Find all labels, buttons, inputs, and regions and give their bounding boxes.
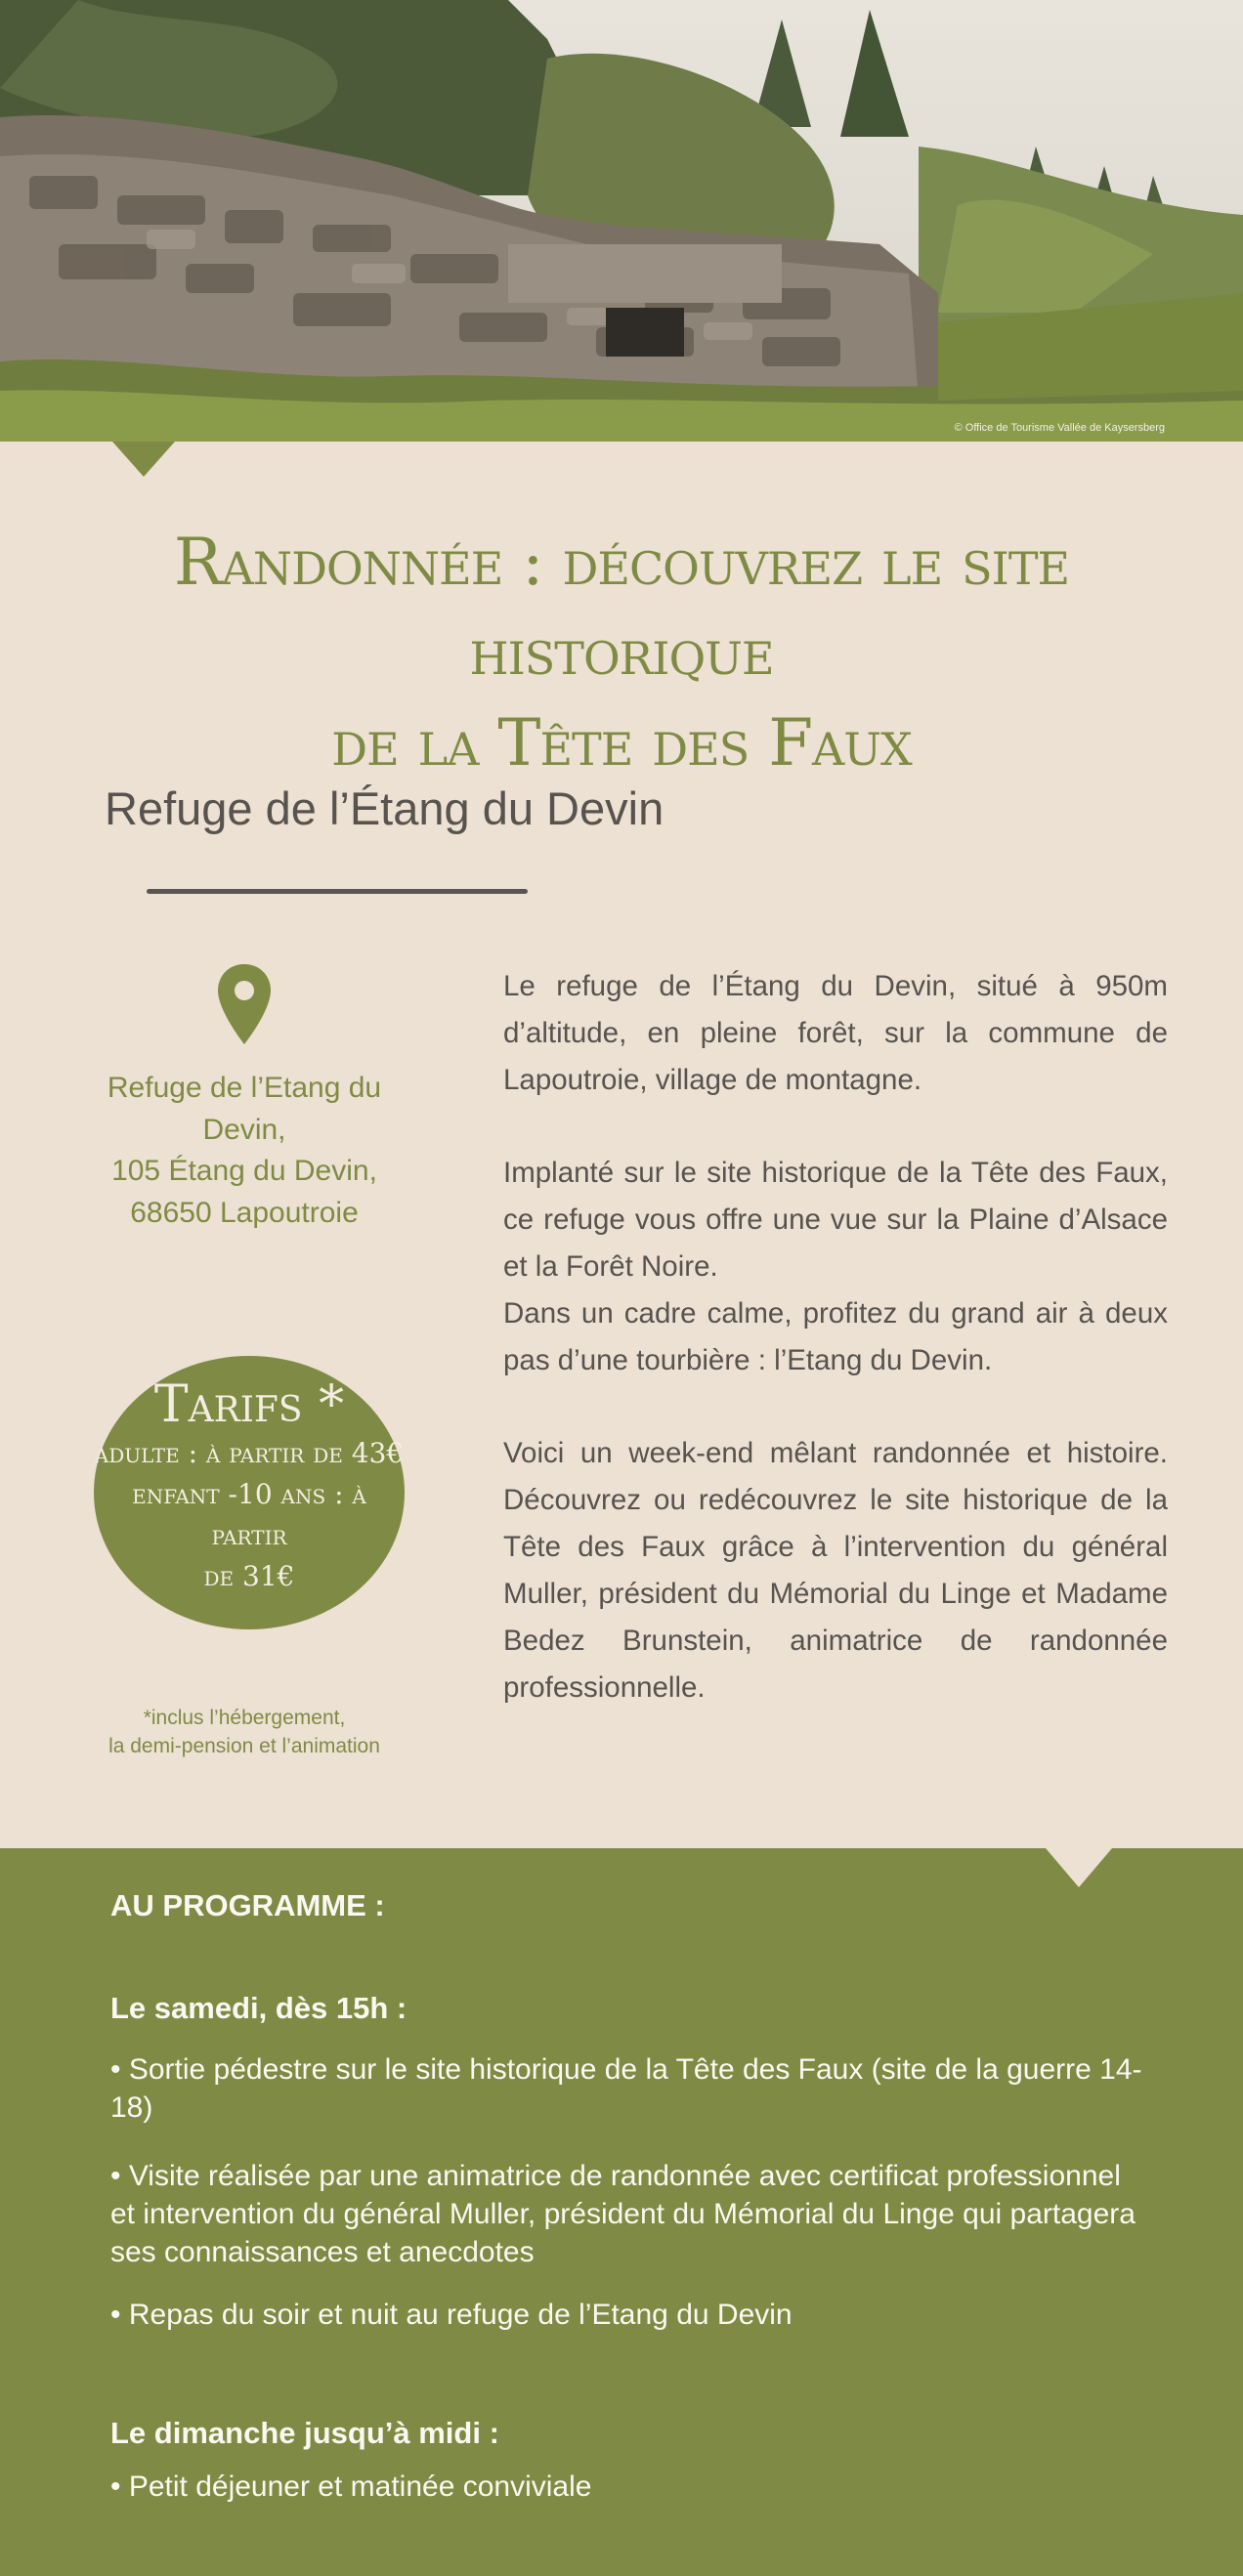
saturday-item-2: • Visite réalisée par une animatrice de randonnée avec certificat professionnel et intervention du général Muller, président du Mémorial du Linge qui partagera ses connaissances et anecdotes: [110, 2160, 1136, 2268]
saturday-item-3: • Repas du soir et nuit au refuge de l’Etang du Devin: [110, 2299, 793, 2331]
description-paragraph-4: Voici un week-end mêlant randonnée et histoire. Découvrez ou redécouvrez le site historique de la Tête des Faux grâce à l’intervention du général Muller, président du Mémorial du Linge et Madame Bedez Brunstein, animatrice de randonnée professionnelle.: [503, 1437, 1168, 1704]
subtitle: Refuge de l’Étang du Devin: [105, 782, 664, 834]
tarifs-note: [59, 1704, 430, 1761]
saturday-heading: Le samedi, dès 15h :: [110, 1991, 407, 2025]
tarif-adult: adulte : à partir de 43€: [94, 1437, 405, 1470]
title-line-1: Randonnée : découvrez le site historique: [173, 525, 1070, 691]
ruins-landscape-image: [0, 0, 1243, 442]
programme-heading: AU PROGRAMME :: [110, 1888, 385, 1922]
programme-notch-decoration: [1046, 1848, 1112, 1887]
sunday-heading: Le dimanche jusqu’à midi :: [110, 2416, 499, 2450]
address-line-3: 105 Étang du Devin,: [111, 1155, 377, 1188]
hero-photo: [0, 0, 1243, 442]
tarifs-badge: [94, 1356, 405, 1629]
divider-rule: [147, 889, 528, 894]
address-line-2: Devin,: [202, 1113, 286, 1146]
address-line-4: 68650 Lapoutroie: [130, 1196, 359, 1229]
tarif-child-line-1: enfant -10 ans : à partir: [132, 1478, 366, 1552]
tarif-child-line-2: de 31€: [203, 1560, 295, 1593]
note-line-1: *inclus l’hébergement,: [143, 1707, 346, 1729]
sunday-item-1: • Petit déjeuner et matinée conviviale: [110, 2470, 592, 2503]
title-line-2: de la Tête des Faux: [331, 704, 912, 781]
description-paragraph-2: Implanté sur le site historique de la Tête des Faux, ce refuge vous offre une vue sur la Plaine d’Alsace et la Forêt Noire.: [503, 1157, 1168, 1283]
photo-credit: © Office de Tourisme Vallée de Kaysersberg: [954, 422, 1165, 434]
address-line-1: Refuge de l’Etang du: [107, 1072, 382, 1104]
note-line-2: la demi-pension et l’animation: [108, 1735, 380, 1758]
hero-notch-decoration: [112, 442, 175, 477]
description-paragraph-3: Dans un cadre calme, profitez du grand air à deux pas d’une tourbière : l’Etang du Devin.: [503, 1297, 1168, 1376]
saturday-item-1: • Sortie pédestre sur le site historique de la Tête des Faux (site de la guerre 14-18): [110, 2053, 1142, 2124]
location-pin-icon: [215, 962, 274, 1050]
description: [503, 963, 1168, 1757]
page-title: [39, 518, 1204, 788]
description-paragraph-1: Le refuge de l’Étang du Devin, situé à 950m d’altitude, en pleine forêt, sur la commune de Lapoutroie, village de montagne.: [503, 970, 1168, 1096]
address-block: [59, 1068, 430, 1234]
tarifs-heading: Tarifs *: [153, 1375, 345, 1434]
